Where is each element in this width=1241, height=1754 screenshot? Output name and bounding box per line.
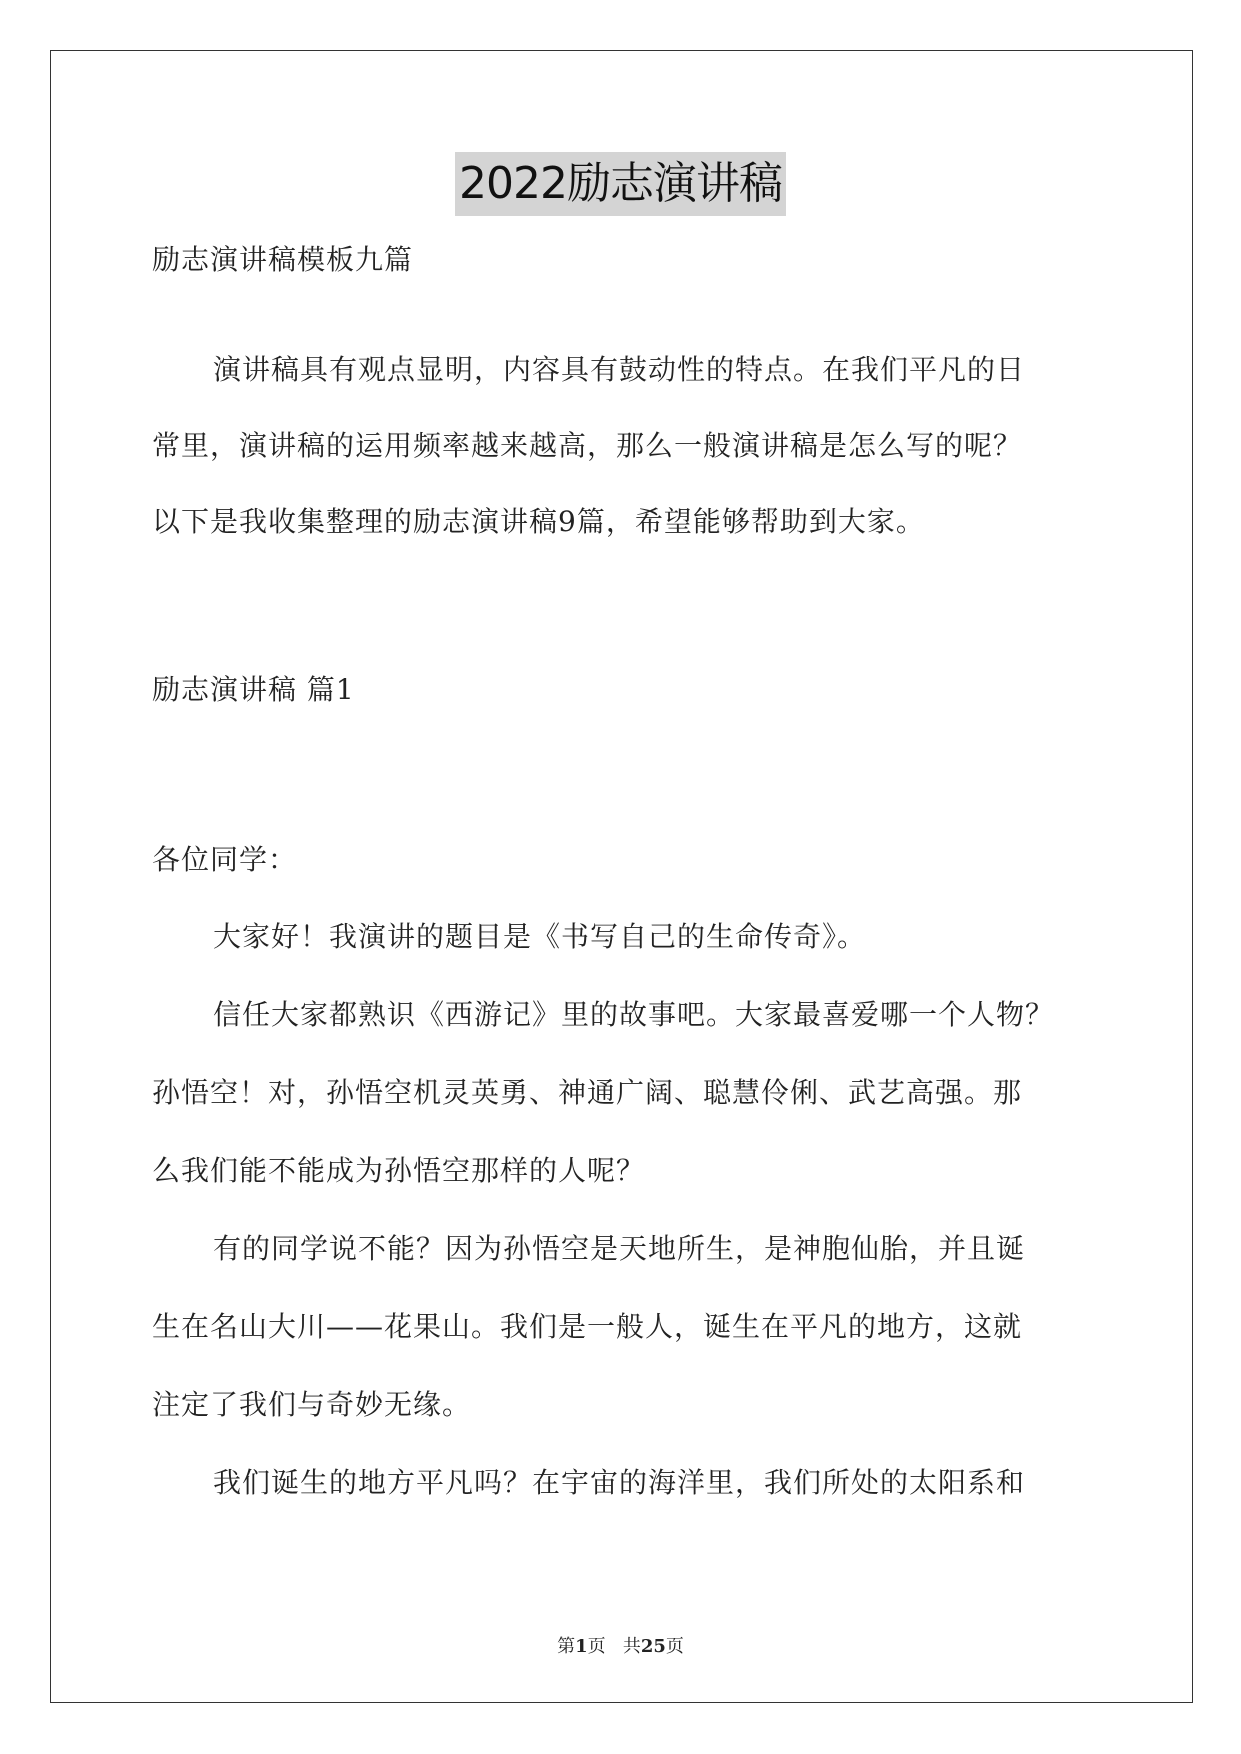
intro-line-3: 以下是我收集整理的励志演讲稿9篇，希望能够帮助到大家。 xyxy=(152,505,925,538)
intro-line-1: 演讲稿具有观点显明，内容具有鼓动性的特点。在我们平凡的日 xyxy=(213,353,1026,386)
body-line-4: 么我们能不能成为孙悟空那样的人呢？ xyxy=(152,1154,646,1187)
document-subtitle: 励志演讲稿模板九篇 xyxy=(152,243,414,276)
body-line-3: 孙悟空！对，孙悟空机灵英勇、神通广阔、聪慧伶俐、武艺高强。那 xyxy=(152,1076,1023,1109)
footer-total-suffix: 页 xyxy=(665,1636,684,1657)
body-line-2: 信任大家都熟识《西游记》里的故事吧。大家最喜爱哪一个人物？ xyxy=(213,998,1055,1031)
body-line-8: 我们诞生的地方平凡吗？在宇宙的海洋里，我们所处的太阳系和 xyxy=(213,1466,1026,1499)
body-line-5: 有的同学说不能？因为孙悟空是天地所生，是神胞仙胎，并且诞 xyxy=(213,1232,1026,1265)
footer-total-pages: 25 xyxy=(640,1636,666,1657)
intro-line-2: 常里，演讲稿的运用频率越来越高，那么一般演讲稿是怎么写的呢？ xyxy=(152,429,1023,462)
title-container xyxy=(0,152,1241,216)
document-title: 2022励志演讲稿 xyxy=(455,152,786,216)
body-line-1: 大家好！我演讲的题目是《书写自己的生命传奇》。 xyxy=(213,920,867,953)
footer-total-prefix: 共 xyxy=(622,1636,641,1657)
footer-page-suffix: 页 xyxy=(587,1636,606,1657)
footer-current-page: 1 xyxy=(575,1636,588,1657)
body-line-7: 注定了我们与奇妙无缘。 xyxy=(152,1388,472,1421)
body-line-6: 生在名山大川——花果山。我们是一般人，诞生在平凡的地方，这就 xyxy=(152,1310,1023,1343)
salutation: 各位同学： xyxy=(152,843,298,876)
section-heading: 励志演讲稿 篇1 xyxy=(152,673,355,706)
footer-prefix: 第 xyxy=(557,1636,576,1657)
page-footer xyxy=(0,1635,1241,1659)
